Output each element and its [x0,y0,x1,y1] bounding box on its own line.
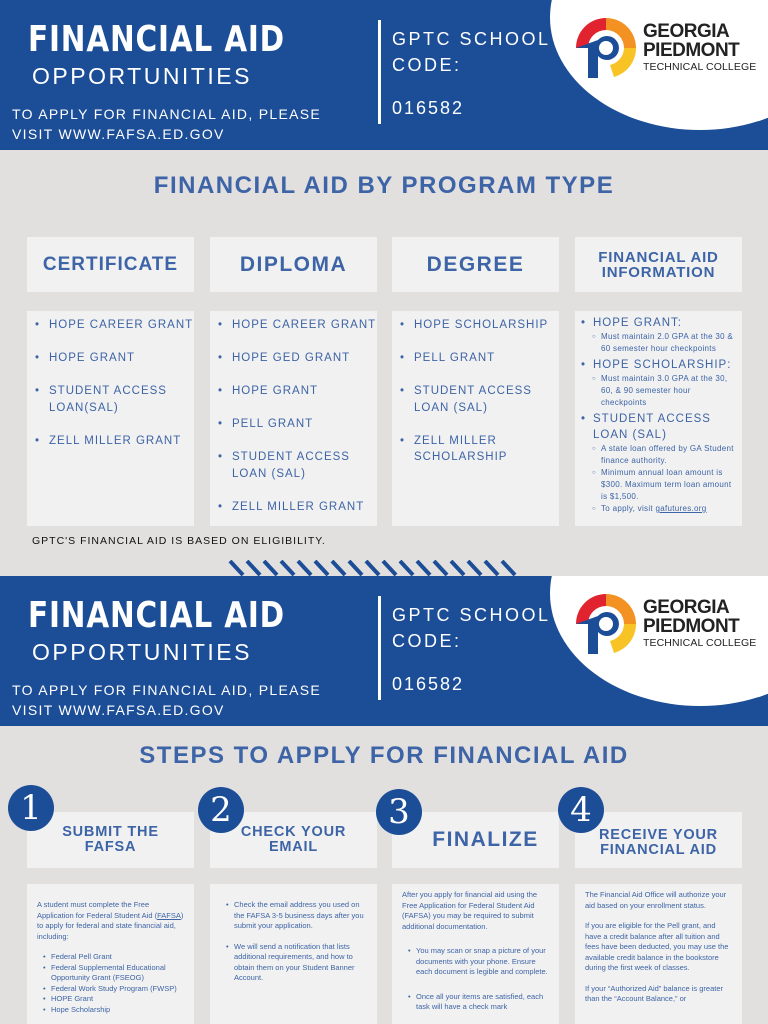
step-3-number: 3 [376,789,422,835]
info-heading: FINANCIAL AID INFORMATION [575,237,742,292]
second-banner [0,576,768,726]
info-item-sal: • STUDENT ACCESS LOAN (SAL) ○ A state loan offered by GA Student finance authority. ○ Minimum annual loan amount is $300. Maximum term loan amount is $1,500. ○ To apply, visit gafutures.org [593,411,736,515]
steps-section-title: STEPS TO APPLY FOR FINANCIAL AID [139,742,629,769]
apply-note: TO APPLY FOR FINANCIAL AID, PLEASE VISIT WWW.FAFSA.ED.GOV [12,682,321,718]
info-detail: ○ Minimum annual loan amount is $300. Maximum term loan amount is $1,500. [601,467,736,503]
info-detail: ○ Must maintain 3.0 GPA at the 30, 60, & 90 semester hour checkpoints [601,373,736,409]
step-2-heading: CHECK YOUR EMAIL [210,812,377,868]
info-card [575,311,742,526]
list-item: • HOPE CAREER GRANT [49,317,194,334]
eligibility-footnote: GPTC'S FINANCIAL AID IS BASED ON ELIGIBILITY. [32,535,326,547]
step-4-paragraph: The Financial Aid Office will authorize your aid based on your enrollment status. [585,890,727,910]
degree-heading: DEGREE [392,237,559,292]
step-2-card [210,884,377,1024]
step-1-heading: SUBMIT THE FAFSA [27,812,194,868]
diploma-card [210,311,377,526]
banner-title: FINANCIAL AID [28,19,285,60]
step-4-number: 4 [558,787,604,833]
info-detail: ○ A state loan offered by GA Student finance authority. [601,443,736,467]
list-item: • Federal Supplemental Educational Opportunity Grant (FSEOG) [51,963,184,984]
info-item-hope-grant: • HOPE GRANT: ○ Must maintain 2.0 GPA at the 30 & 60 semester hour checkpoints [593,315,736,355]
program-section-title: FINANCIAL AID BY PROGRAM TYPE [153,172,615,199]
list-item: • HOPE GRANT [49,350,194,367]
degree-card [392,311,559,526]
banner-divider [378,596,381,700]
gafutures-link[interactable]: gafutures.org [655,504,707,513]
list-item: • HOPE SCHOLARSHIP [414,317,559,334]
step-3-heading: FINALIZE [392,812,559,868]
banner-divider [378,20,381,124]
list-item: • ZELL MILLER GRANT [232,499,377,516]
list-item: • Check the email address you used on the FAFSA 3-5 business days after you submit your application. [234,900,367,932]
step-4-paragraph: If your “Authorized Aid” balance is greater than the “Account Balance,” or [585,983,723,1003]
list-item: • STUDENT ACCESS LOAN (SAL) [414,383,559,416]
info-detail: ○ Must maintain 2.0 GPA at the 30 & 60 semester hour checkpoints [601,331,736,355]
list-item: • HOPE GRANT [232,383,377,400]
list-item: • STUDENT ACCESS LOAN (SAL) [232,449,377,482]
banner-subtitle: OPPORTUNITIES [32,639,252,665]
list-item: • Federal Work Study Program (FWSP) [51,984,184,995]
top-banner [0,0,768,150]
list-item: • Hope Scholarship [51,1005,184,1016]
list-item: • HOPE GED GRANT [232,350,377,367]
list-item: • Once all your items are satisfied, each task will have a check mark [416,992,549,1013]
gptc-logo-icon [574,16,638,80]
chevron-divider-icon [228,560,528,576]
list-item: • ZELL MILLER GRANT [49,433,194,450]
info-item-hope-scholarship: • HOPE SCHOLARSHIP: ○ Must maintain 3.0 GPA at the 30, 60, & 90 semester hour checkpoints [593,357,736,409]
logo-wordmark: GEORGIA PIEDMONT TECHNICAL COLLEGE [643,21,757,73]
certificate-card [27,311,194,526]
banner-subtitle: OPPORTUNITIES [32,63,252,89]
school-code-label: GPTC SCHOOL CODE: [392,29,550,75]
school-code: 016582 [392,674,465,694]
step-3-intro: After you apply for financial aid using the Free Application for Federal Student Aid (FAFSA) you may be required to submit additional documentation. [402,890,538,931]
list-item: • ZELL MILLER SCHOLARSHIP [414,433,559,466]
step-2-number: 2 [198,787,244,833]
step-4-paragraph: If you are eligible for the Pell grant, and have a credit balance after all tuition and fees have been deducted, you may use the available credit balance in the bookstore during the first week of classes. [585,921,729,972]
diploma-heading: DIPLOMA [210,237,377,292]
list-item: • HOPE CAREER GRANT [232,317,377,334]
logo-wordmark: GEORGIA PIEDMONT TECHNICAL COLLEGE [643,597,757,649]
school-code: 016582 [392,98,465,118]
step-1-card [27,884,194,1024]
step-4-card [575,884,742,1024]
list-item: • We will send a notification that lists additional requirements, and how to obtain them on your Student Banner Account. [234,942,367,984]
info-detail: ○ To apply, visit gafutures.org [601,503,736,515]
step-4-heading: RECEIVE YOUR FINANCIAL AID [575,812,742,868]
list-item: • PELL GRANT [414,350,559,367]
banner-title: FINANCIAL AID [28,595,285,636]
certificate-heading: CERTIFICATE [27,237,194,292]
step-1-number: 1 [8,785,54,831]
list-item: • STUDENT ACCESS LOAN(SAL) [49,383,194,416]
list-item: • Federal Pell Grant [51,952,184,963]
list-item: • You may scan or snap a picture of your documents with your phone. Ensure each document is legible and complete. [416,946,549,978]
step-3-card [392,884,559,1024]
list-item: • PELL GRANT [232,416,377,433]
apply-note: TO APPLY FOR FINANCIAL AID, PLEASE VISIT WWW.FAFSA.ED.GOV [12,106,321,142]
list-item: • HOPE Grant [51,994,184,1005]
school-code-label: GPTC SCHOOL CODE: [392,605,550,651]
gptc-logo-icon [574,592,638,656]
step-1-intro: A student must complete the Free Application for Federal Student Aid (FAFSA) to apply for federal and state financial aid, including: [37,900,184,941]
